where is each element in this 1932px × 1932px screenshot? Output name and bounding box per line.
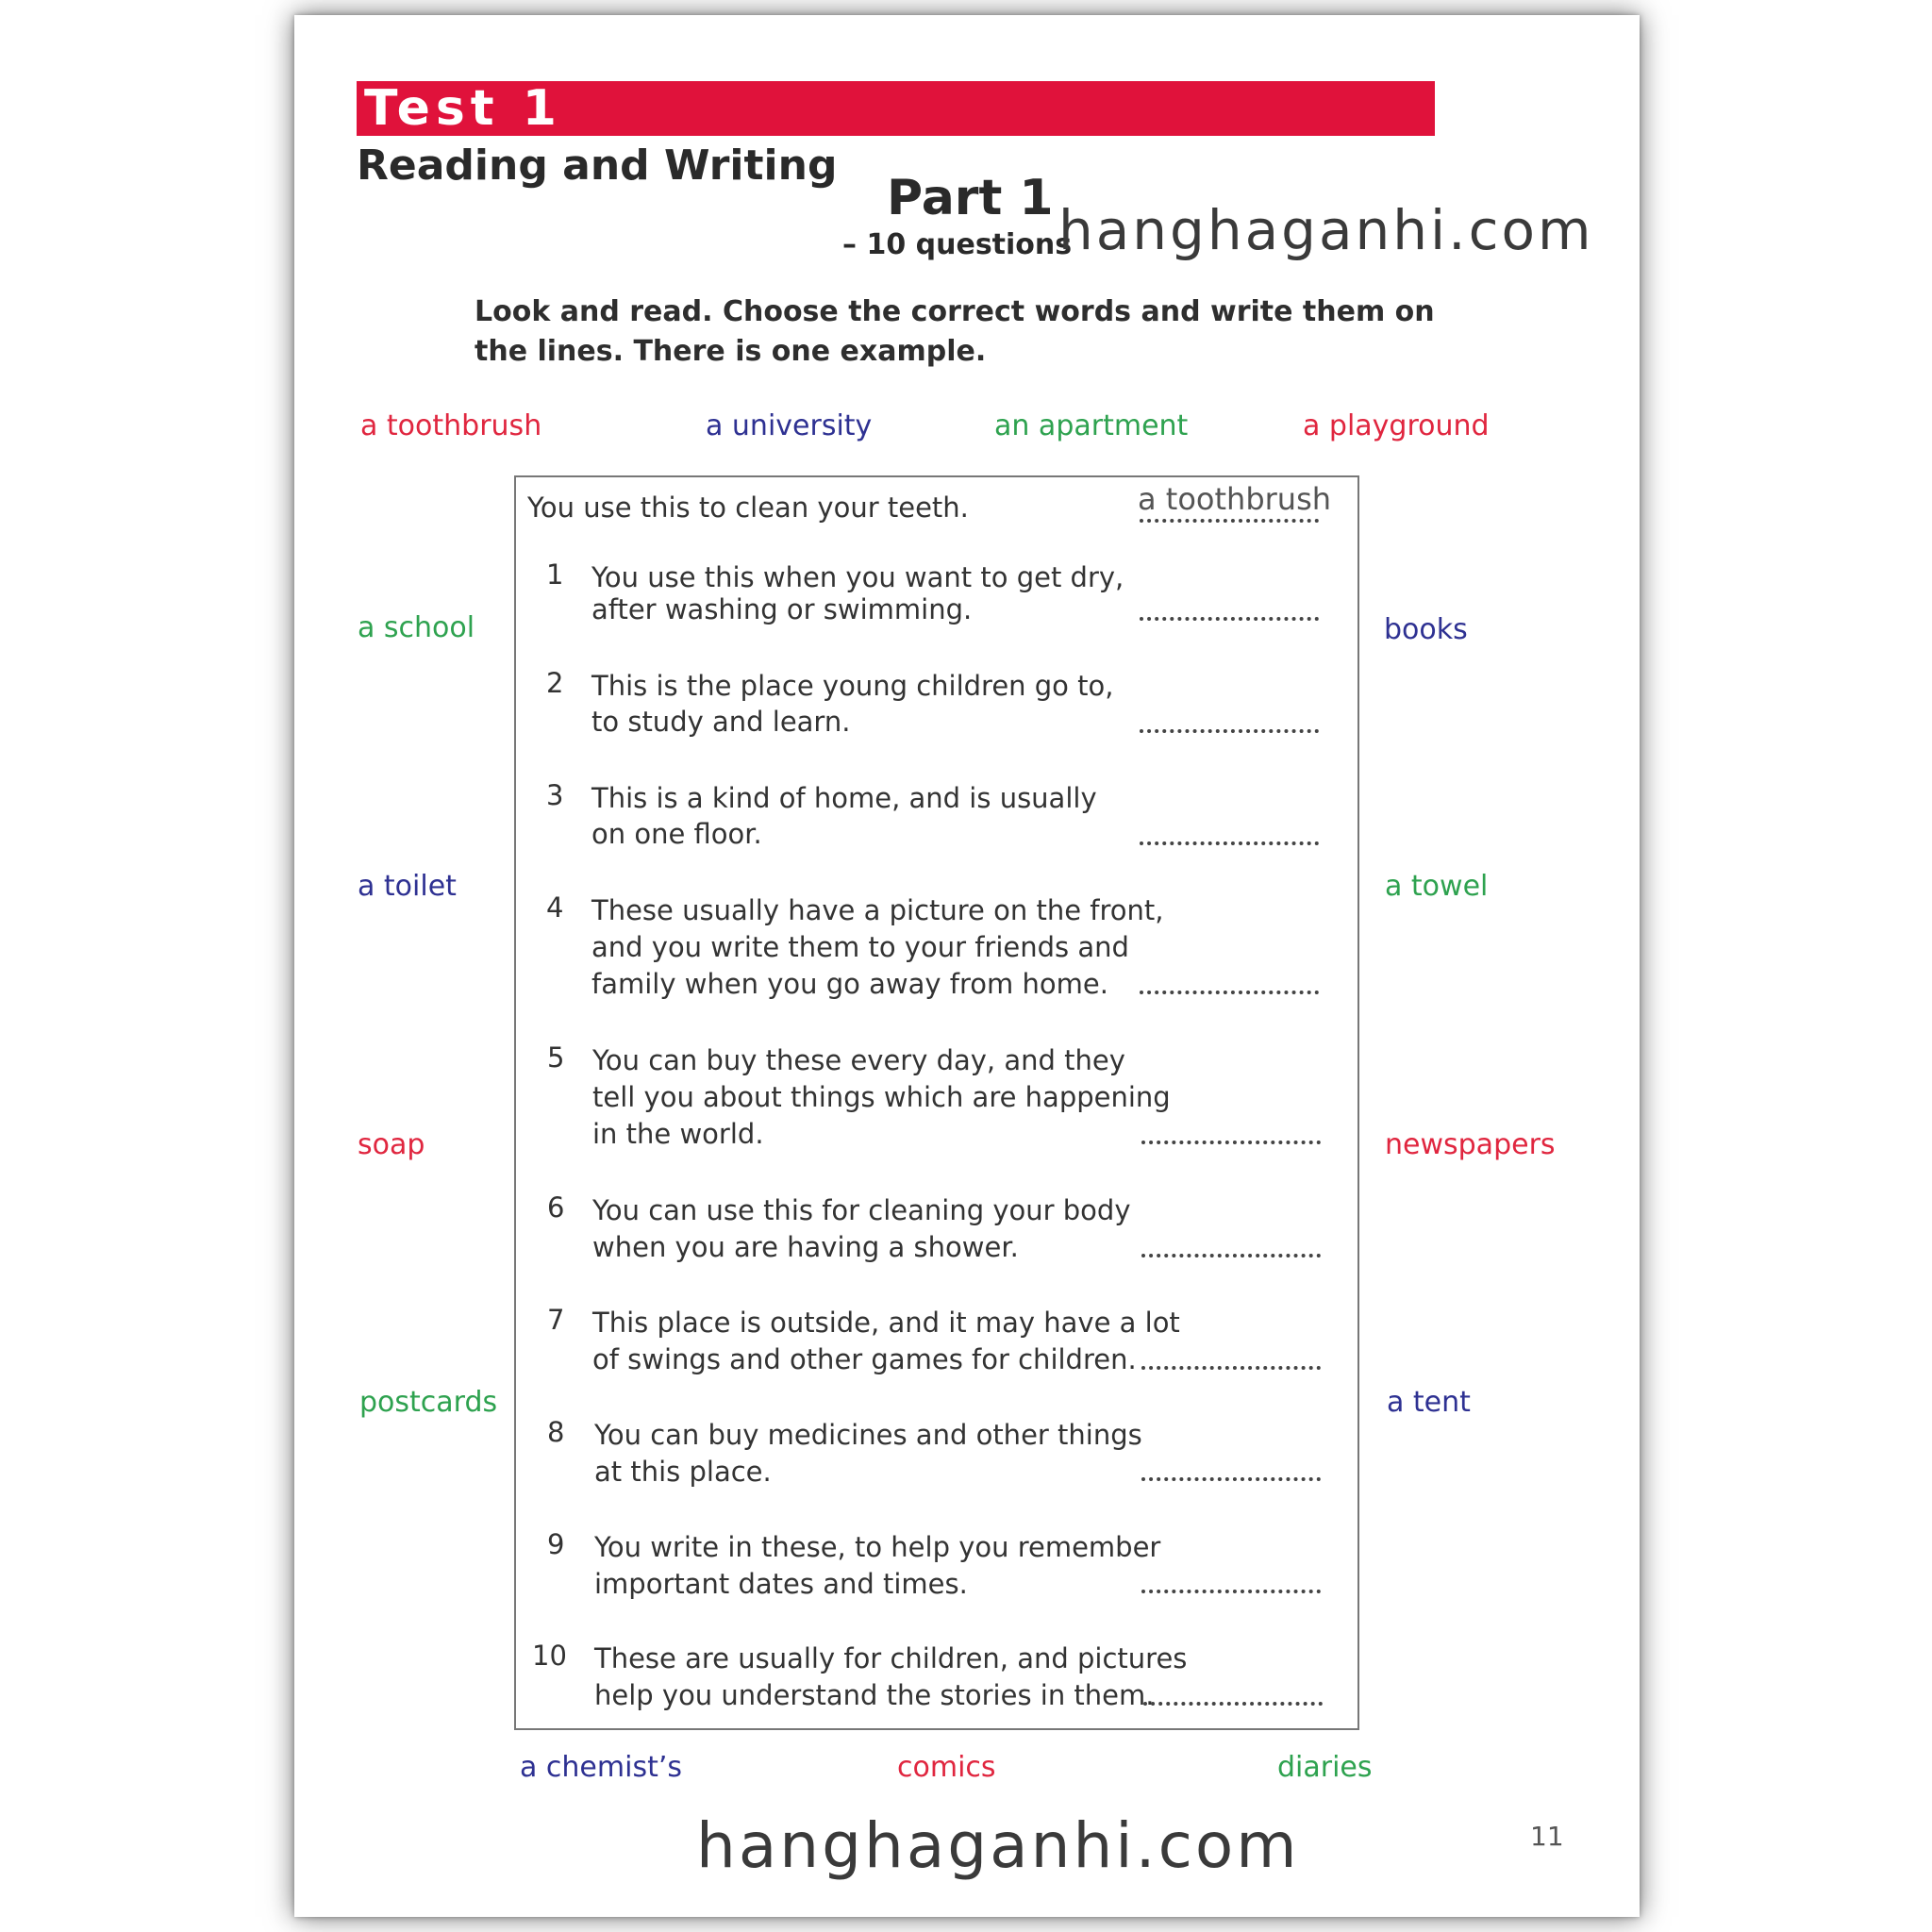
word-option: a chemist’s (520, 1751, 683, 1784)
question-number: 10 (532, 1640, 567, 1672)
question-text: important dates and times. (594, 1568, 968, 1600)
test-title-banner (357, 81, 1435, 136)
answer-line[interactable] (1141, 1137, 1321, 1144)
instructions: Look and read. Choose the correct words and write them on the lines. There is one example. (475, 295, 1435, 368)
question-text: You can buy these every day, and they (592, 1044, 1125, 1076)
question-text: This place is outside, and it may have a lot (592, 1307, 1180, 1339)
word-option: newspapers (1385, 1128, 1556, 1161)
question-number: 3 (546, 779, 564, 811)
example-question: You use this to clean your teeth. (527, 491, 969, 524)
answer-line[interactable] (1143, 1698, 1323, 1706)
test-title: Test 1 (364, 80, 562, 137)
word-option: a tent (1387, 1386, 1471, 1419)
word-option: an apartment (994, 409, 1189, 442)
word-option: a towel (1385, 870, 1489, 903)
example-answer-line (1140, 515, 1319, 523)
answer-line[interactable] (1140, 838, 1319, 845)
word-option: soap (358, 1128, 425, 1161)
question-number: 5 (547, 1041, 565, 1074)
question-number: 8 (547, 1416, 565, 1448)
watermark-bottom: hanghaganhi.com (696, 1809, 1300, 1882)
question-text: of swings and other games for children. (592, 1343, 1137, 1375)
example-answer: a toothbrush (1138, 481, 1332, 517)
watermark-top: hanghaganhi.com (1058, 198, 1594, 262)
word-option: comics (897, 1751, 996, 1784)
answer-line[interactable] (1140, 725, 1319, 733)
word-option: a university (706, 409, 873, 442)
word-option: a toothbrush (360, 409, 542, 442)
question-number: 2 (546, 667, 564, 699)
word-option: a playground (1303, 409, 1490, 442)
word-option: a toilet (358, 870, 457, 903)
answer-line[interactable] (1141, 1250, 1321, 1257)
question-text: You can use this for cleaning your body (592, 1194, 1131, 1226)
question-text: These usually have a picture on the front, (591, 894, 1164, 926)
question-text: on one floor. (591, 818, 762, 850)
part-title: Part 1 (887, 170, 1054, 226)
section-subtitle: Reading and Writing (357, 142, 838, 190)
answer-line[interactable] (1140, 613, 1319, 621)
question-text: to study and learn. (591, 706, 851, 738)
question-text: in the world. (592, 1118, 764, 1150)
question-text: when you are having a shower. (592, 1231, 1019, 1263)
question-number: 4 (546, 891, 564, 924)
question-text: tell you about things which are happening (592, 1081, 1171, 1113)
answer-line[interactable] (1141, 1362, 1321, 1370)
question-text: These are usually for children, and pictures (594, 1642, 1188, 1674)
question-count: – 10 questions (842, 228, 1073, 261)
word-option: diaries (1277, 1751, 1373, 1784)
answer-line[interactable] (1141, 1474, 1321, 1481)
question-number: 6 (547, 1191, 565, 1224)
question-text: help you understand the stories in them. (594, 1679, 1155, 1711)
question-text: family when you go away from home. (591, 968, 1108, 1000)
question-text: at this place. (594, 1456, 772, 1488)
question-text: and you write them to your friends and (591, 931, 1129, 963)
question-text: You use this when you want to get dry, (591, 561, 1124, 593)
question-number: 7 (547, 1304, 565, 1336)
word-option: books (1384, 613, 1468, 646)
word-option: postcards (359, 1386, 498, 1419)
question-text: This is the place young children go to, (591, 670, 1114, 702)
question-number: 1 (546, 558, 564, 591)
page-number: 11 (1530, 1821, 1564, 1852)
question-text: This is a kind of home, and is usually (591, 782, 1097, 814)
question-text: after washing or swimming. (591, 593, 973, 625)
question-number: 9 (547, 1528, 565, 1560)
answer-line[interactable] (1141, 1586, 1321, 1593)
question-text: You can buy medicines and other things (594, 1419, 1142, 1451)
answer-line[interactable] (1140, 987, 1319, 994)
word-option: a school (358, 611, 475, 644)
question-text: You write in these, to help you remember (594, 1531, 1161, 1563)
